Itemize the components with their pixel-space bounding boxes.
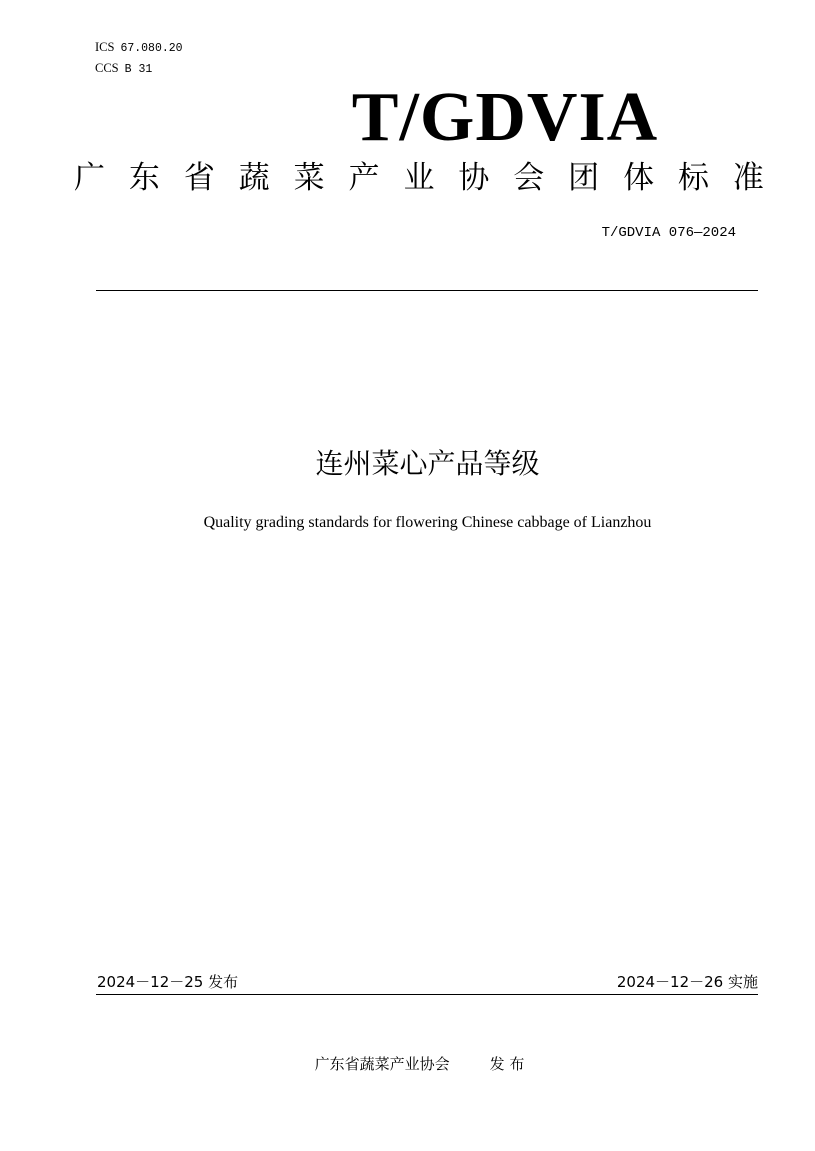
org-title-char: 产 — [348, 160, 380, 196]
org-title-char: 菜 — [293, 160, 325, 196]
footer-divider — [96, 994, 758, 995]
publisher-action: 发 布 — [489, 1055, 525, 1073]
header-divider — [96, 290, 758, 291]
ccs-label: CCS — [95, 61, 119, 75]
ics-value: 67.080.20 — [120, 42, 183, 55]
publisher-org: 广东省蔬菜产业协会 — [314, 1055, 450, 1073]
org-title-char: 蔬 — [238, 160, 270, 196]
document-title-cn: 连州菜心产品等级 — [315, 447, 540, 480]
standard-number: T/GDVIA 076—2024 — [601, 225, 736, 241]
org-title-char: 省 — [183, 160, 215, 196]
ics-code — [95, 40, 183, 56]
publisher-line — [0, 1053, 815, 1075]
org-title-char: 会 — [513, 160, 545, 196]
org-title-char: 协 — [458, 160, 490, 196]
org-title-char: 体 — [623, 160, 655, 196]
document-title-en: Quality grading standards for flowering Chinese cabbage of Lianzhou — [203, 514, 652, 531]
org-title-char: 准 — [732, 160, 764, 196]
org-title-char: 东 — [128, 160, 160, 196]
ccs-value: B 31 — [124, 63, 153, 76]
org-title-char: 业 — [403, 160, 435, 196]
org-title-char: 标 — [677, 160, 709, 196]
issue-date: 2024－12－25 发布 — [97, 973, 239, 991]
implementation-date: 2024－12－26 实施 — [616, 973, 758, 991]
standard-logo: T/GDVIA — [351, 79, 659, 156]
organization-title — [74, 156, 764, 200]
ics-label: ICS — [95, 40, 115, 54]
ccs-code — [95, 61, 152, 77]
org-title-char: 团 — [568, 160, 600, 196]
org-title-char: 广 — [74, 160, 105, 196]
